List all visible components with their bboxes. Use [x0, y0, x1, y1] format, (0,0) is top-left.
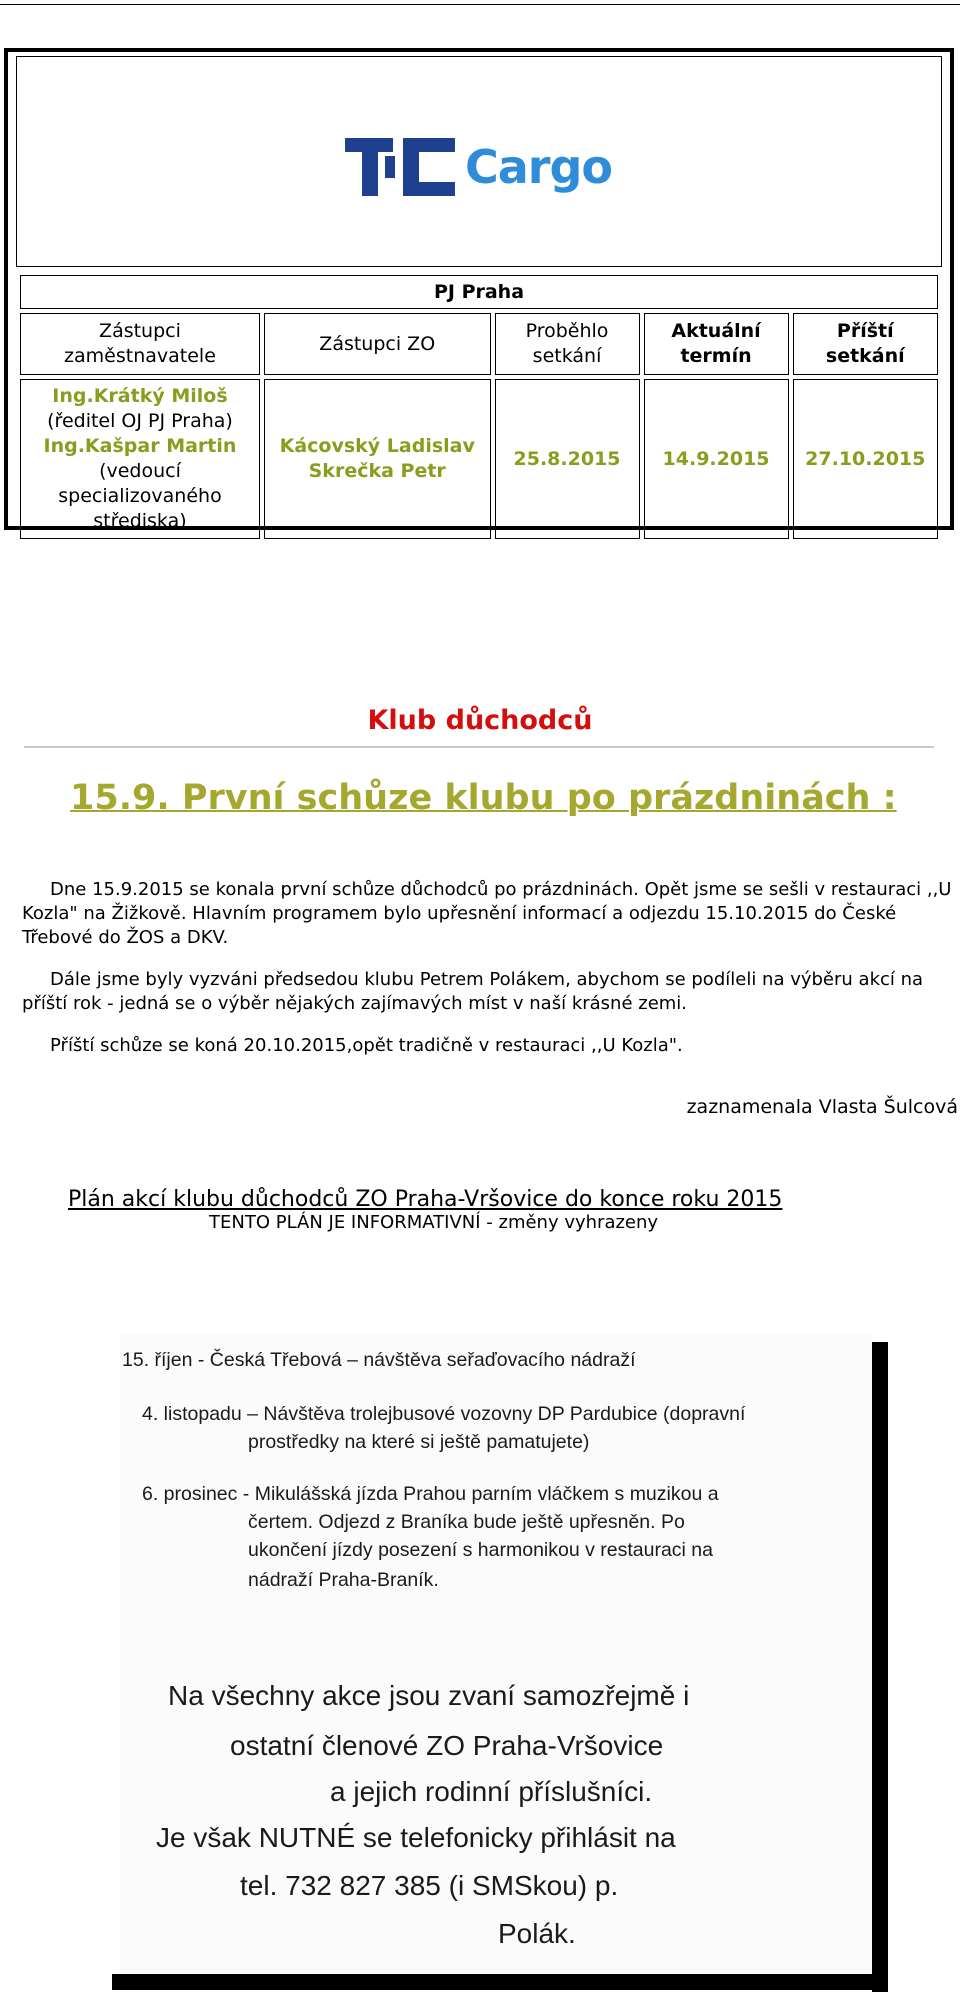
- club-title: Klub důchodců: [367, 705, 593, 736]
- employer-rep-role-1: (ředitel OJ PJ Praha): [47, 410, 233, 432]
- header-current-date: Aktuální termín: [644, 313, 789, 375]
- plan-title: Plán akcí klubu důchodců ZO Praha-Vršovice do konce roku 2015: [68, 1187, 783, 1212]
- header-employer-reps: Zástupci zaměstnavatele: [20, 313, 260, 375]
- header-held-meeting: Proběhlo setkání: [495, 313, 640, 375]
- scan-notice-1: Na všechny akce jsou zvaní samozřejmě i: [168, 1680, 690, 1711]
- cd-cargo-logo: [345, 138, 645, 198]
- zo-rep-name-1: Kácovský Ladislav: [279, 435, 475, 457]
- cd-logo-mark-icon: [345, 138, 457, 196]
- scan-notice-5: tel. 732 827 385 (i SMSkou) p.: [240, 1870, 619, 1901]
- signature: zaznamenala Vlasta Šulcová: [686, 1096, 958, 1118]
- header-next-meeting: Příští setkání: [793, 313, 938, 375]
- scan-notice-3: a jejich rodinní příslušníci.: [330, 1776, 653, 1807]
- employer-rep-name-1: Ing.Krátký Miloš: [52, 385, 228, 407]
- paragraph-1: Dne 15.9.2015 se konala první schůze důchodců po prázdninách. Opět jsme se sešli v restauraci ,,U Kozla" na Žižkově. Hlavním programem bylo upřesnění informací a odjezdu 15.10.2015 do České Třebové do ŽOS a DKV.: [22, 879, 952, 948]
- next-meeting-date: 27.10.2015: [793, 379, 938, 539]
- scan-line-1: 15. říjen - Česká Třebová – návštěva seřaďovacího nádraží: [122, 1349, 636, 1371]
- table-title: PJ Praha: [20, 275, 938, 309]
- meeting-table: [16, 271, 942, 543]
- zo-reps-cell: [264, 379, 491, 539]
- employer-rep-name-2: Ing.Kašpar Martin: [43, 435, 237, 457]
- scan-notice-4: Je však NUTNÉ se telefonicky přihlásit na: [156, 1822, 676, 1853]
- scan-notice-6: Polák.: [498, 1918, 576, 1949]
- scan-line-2: 4. listopadu – Návštěva trolejbusové vozovny DP Pardubice (dopravní: [142, 1403, 746, 1425]
- current-date: 14.9.2015: [644, 379, 789, 539]
- scan-line-6: ukončení jízdy posezení s harmonikou v restauraci na: [248, 1539, 714, 1561]
- scan-shadow-right: [872, 1342, 888, 1992]
- scanned-plan-image: [120, 1334, 872, 1986]
- meeting-heading: 15.9. První schůze klubu po prázdninách :: [70, 778, 897, 818]
- header-box: [4, 48, 954, 530]
- scan-notice-2: ostatní členové ZO Praha-Vršovice: [230, 1730, 664, 1761]
- scan-line-4: 6. prosinec - Mikulášská jízda Prahou parním vláčkem s muzikou a: [142, 1483, 719, 1505]
- scan-line-3: prostředky na které si ještě pamatujete): [248, 1431, 590, 1453]
- employer-rep-role-2: (vedoucí specializovaného střediska): [58, 460, 222, 532]
- scan-line-5: čertem. Odjezd z Braníka bude ještě upřesněn. Po: [248, 1511, 685, 1533]
- top-rule: [0, 4, 960, 5]
- paragraph-3: Příští schůze se koná 20.10.2015,opět tradičně v restauraci ,,U Kozla".: [50, 1035, 683, 1056]
- plan-note: TENTO PLÁN JE INFORMATIVNÍ - změny vyhrazeny: [209, 1212, 659, 1233]
- scan-line-7: nádraží Praha-Braník.: [248, 1569, 439, 1591]
- logo-area: [16, 56, 942, 267]
- divider: [24, 746, 934, 748]
- held-meeting-date: 25.8.2015: [495, 379, 640, 539]
- paragraph-2: Dále jsme byly vyzváni předsedou klubu Petrem Polákem, abychom se podíleli na výběru akcí na příští rok - jedná se o výběr nějakých zajímavých míst v naší krásné zemi.: [22, 969, 924, 1014]
- zo-rep-name-2: Skrečka Petr: [308, 460, 446, 482]
- employer-reps-cell: [20, 379, 260, 539]
- scan-shadow-bottom: [112, 1974, 888, 1990]
- header-zo-reps: Zástupci ZO: [264, 313, 491, 375]
- logo-text: Cargo: [465, 140, 613, 194]
